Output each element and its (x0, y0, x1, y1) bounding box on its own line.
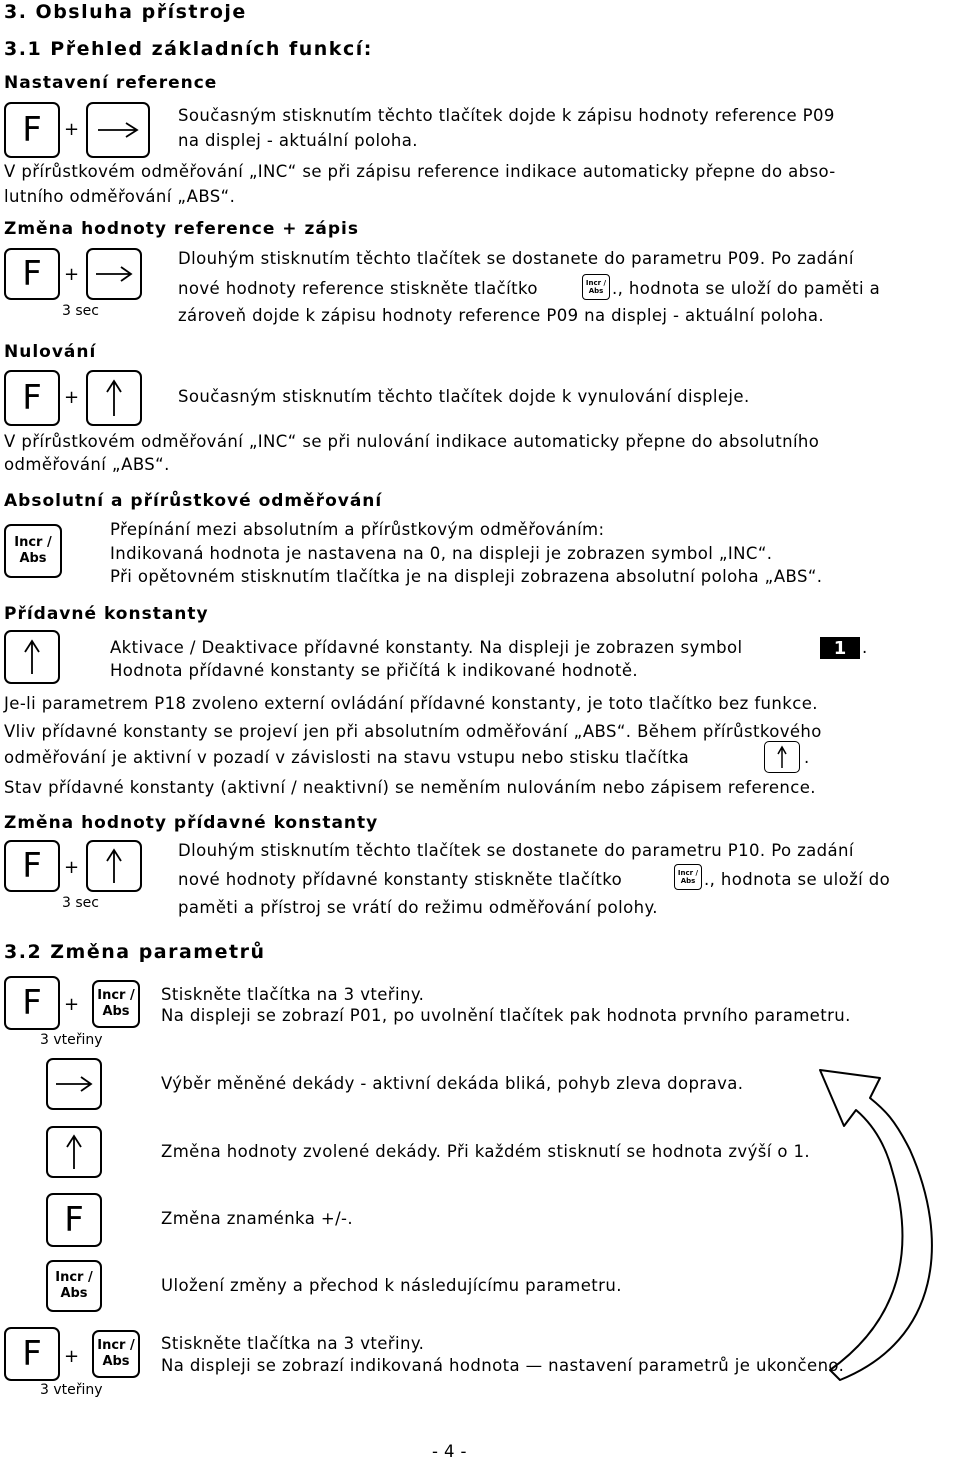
reference-change-text-3: zároveň dojde k zápisu hodnoty reference P09 na displej - aktuální poloha. (178, 306, 825, 325)
step4-text: Změna znaménka +/-. (161, 1209, 354, 1228)
additive-para-2a: Vliv přídavné konstanty se projeví jen při absolutním odměřování „ABS“. Během přírůstkového (4, 722, 822, 741)
up-arrow-icon (22, 638, 42, 676)
incr-label: Incr / (14, 535, 52, 550)
f-key-label: F (22, 1334, 42, 1374)
up-arrow-key (46, 1126, 102, 1178)
additive-change-text-2a: nové hodnoty přídavné konstanty stiskněte tlačítko (178, 870, 623, 889)
step6-text-2: Na displeji se zobrazí indikovaná hodnota — nastavení parametrů je ukončeno. (161, 1356, 845, 1375)
plus-sign: + (64, 264, 80, 285)
step2-text: Výběr měněné dekády - aktivní dekáda bliká, pohyb zleva doprava. (161, 1074, 744, 1093)
additive-para-3: Stav přídavné konstanty (aktivní / neaktivní) se neměním nulováním nebo zápisem reference. (4, 778, 816, 797)
additive-change-title: Změna hodnoty přídavné konstanty (4, 813, 379, 833)
up-arrow-icon (776, 745, 788, 769)
abs-incr-title: Absolutní a přírůstkové odměřování (4, 491, 383, 511)
additive-text-2: Hodnota přídavné konstanty se přičítá k indikované hodnotě. (110, 661, 639, 680)
up-arrow-icon (104, 378, 124, 418)
incr-label: Incr / (97, 988, 135, 1003)
f-key-label: F (22, 110, 42, 150)
reference-text-1: Současným stisknutím těchto tlačítek dojde k zápisu hodnoty reference P09 (178, 106, 835, 125)
abs-label: Abs (60, 1286, 88, 1301)
zeroing-title: Nulování (4, 342, 97, 362)
plus-sign: + (64, 119, 80, 140)
f-key-label: F (22, 254, 42, 294)
up-arrow-key (4, 630, 60, 684)
additive-para-2b: odměřování je aktivní v pozadí v závislosti na stavu vstupu nebo stisku tlačítka (4, 748, 690, 767)
chapter-title: 3. Obsluha přístroje (4, 1, 247, 23)
section-title: 3.1 Přehled základních funkcí: (4, 38, 373, 60)
incr-label: Incr / (585, 279, 607, 287)
right-arrow-icon (54, 1074, 94, 1094)
f-key (4, 102, 60, 158)
right-arrow-key (86, 248, 142, 300)
reference-change-text-1: Dlouhým stisknutím těchto tlačítek se dostanete do parametru P09. Po zadání (178, 249, 854, 268)
abs-label: Abs (588, 287, 604, 295)
abs-label: Abs (102, 1004, 130, 1019)
zeroing-note-1: V přírůstkovém odměřování „INC“ se při nulování indikace automaticky přepne do absolutního (4, 432, 820, 451)
hold-duration: 3 sec (62, 303, 99, 319)
additive-title: Přídavné konstanty (4, 604, 209, 624)
incr-label: Incr / (677, 869, 699, 877)
abs-label: Abs (680, 877, 696, 885)
additive-symbol-badge: 1 (820, 637, 860, 659)
incr-abs-key (4, 524, 62, 578)
step5-text: Uložení změny a přechod k následujícímu parametru. (161, 1276, 622, 1295)
step6-text-1: Stiskněte tlačítka na 3 vteřiny. (161, 1334, 425, 1353)
right-arrow-key (46, 1058, 102, 1110)
abs-incr-text-1: Přepínání mezi absolutním a přírůstkovým odměřováním: (110, 520, 605, 539)
step1-text-2: Na displeji se zobrazí P01, po uvolnění tlačítek pak hodnota prvního parametru. (161, 1006, 851, 1025)
reference-change-title: Změna hodnoty reference + zápis (4, 219, 359, 239)
reference-note-1: V přírůstkovém odměřování „INC“ se při zápisu reference indikace automaticky přepne do abso- (4, 162, 836, 181)
f-key-label: F (22, 378, 42, 418)
f-key-label: F (64, 1200, 84, 1240)
f-key (4, 976, 60, 1030)
plus-sign: + (64, 857, 80, 878)
incr-label: Incr / (97, 1338, 135, 1353)
incr-abs-inline-key (674, 864, 702, 890)
incr-label: Incr / (55, 1270, 93, 1285)
f-key (46, 1193, 102, 1247)
plus-sign: + (64, 994, 80, 1015)
incr-abs-key (46, 1260, 102, 1312)
abs-label: Abs (19, 551, 47, 566)
additive-text-1b: . (862, 638, 868, 657)
hold-duration: 3 sec (62, 895, 99, 911)
up-arrow-key (86, 370, 142, 426)
up-arrow-key (86, 840, 142, 892)
additive-text-1a: Aktivace / Deaktivace přídavné konstanty. Na displeji je zobrazen symbol (110, 638, 743, 657)
reference-change-text-2a: nové hodnoty reference stiskněte tlačítko (178, 279, 538, 298)
page-number: - 4 - (432, 1442, 467, 1461)
plus-sign: + (64, 1346, 80, 1367)
additive-change-text-2b: ., hodnota se uloží do (704, 870, 891, 889)
hold-duration: 3 vteřiny (40, 1032, 103, 1048)
step3-text: Změna hodnoty zvolené dekády. Při každém stisknutí se hodnota zvýší o 1. (161, 1142, 811, 1161)
step1-text-1: Stiskněte tlačítka na 3 vteřiny. (161, 985, 425, 1004)
up-arrow-icon (64, 1133, 84, 1171)
f-key-label: F (22, 983, 42, 1023)
reference-text-2: na displej - aktuální poloha. (178, 131, 418, 150)
f-key (4, 840, 60, 892)
param-change-title: 3.2 Změna parametrů (4, 941, 266, 963)
zeroing-text-1: Současným stisknutím těchto tlačítek dojde k vynulování displeje. (178, 387, 750, 406)
incr-abs-key (92, 980, 140, 1028)
abs-incr-text-3: Při opětovném stisknutím tlačítka je na displeji zobrazena absolutní poloha „ABS“. (110, 567, 823, 586)
curved-return-arrow-icon (800, 1040, 950, 1390)
reference-note-2: lutního odměřování „ABS“. (4, 187, 236, 206)
additive-para-2c: . (804, 748, 810, 767)
abs-incr-text-2: Indikovaná hodnota je nastavena na 0, na displeji je zobrazen symbol „INC“. (110, 544, 773, 563)
reference-title: Nastavení reference (4, 73, 218, 93)
right-arrow-key (86, 102, 150, 158)
hold-duration: 3 vteřiny (40, 1382, 103, 1398)
zeroing-note-2: odměřování „ABS“. (4, 455, 170, 474)
up-arrow-icon (104, 847, 124, 885)
abs-label: Abs (102, 1354, 130, 1369)
right-arrow-icon (94, 264, 134, 284)
incr-abs-key (92, 1330, 140, 1378)
additive-change-text-3: paměti a přístroj se vrátí do režimu odměřování polohy. (178, 898, 658, 917)
f-key (4, 248, 60, 300)
up-arrow-inline-key (764, 741, 800, 773)
f-key (4, 370, 60, 426)
reference-change-text-2b: ., hodnota se uloží do paměti a (612, 279, 881, 298)
plus-sign: + (64, 387, 80, 408)
additive-change-text-1: Dlouhým stisknutím těchto tlačítek se dostanete do parametru P10. Po zadání (178, 841, 854, 860)
incr-abs-inline-key (582, 274, 610, 300)
f-key (4, 1327, 60, 1381)
additive-para-1: Je-li parametrem P18 zvoleno externí ovládání přídavné konstanty, je toto tlačítko bez funkce. (4, 694, 818, 713)
right-arrow-icon (96, 120, 140, 140)
f-key-label: F (22, 846, 42, 886)
